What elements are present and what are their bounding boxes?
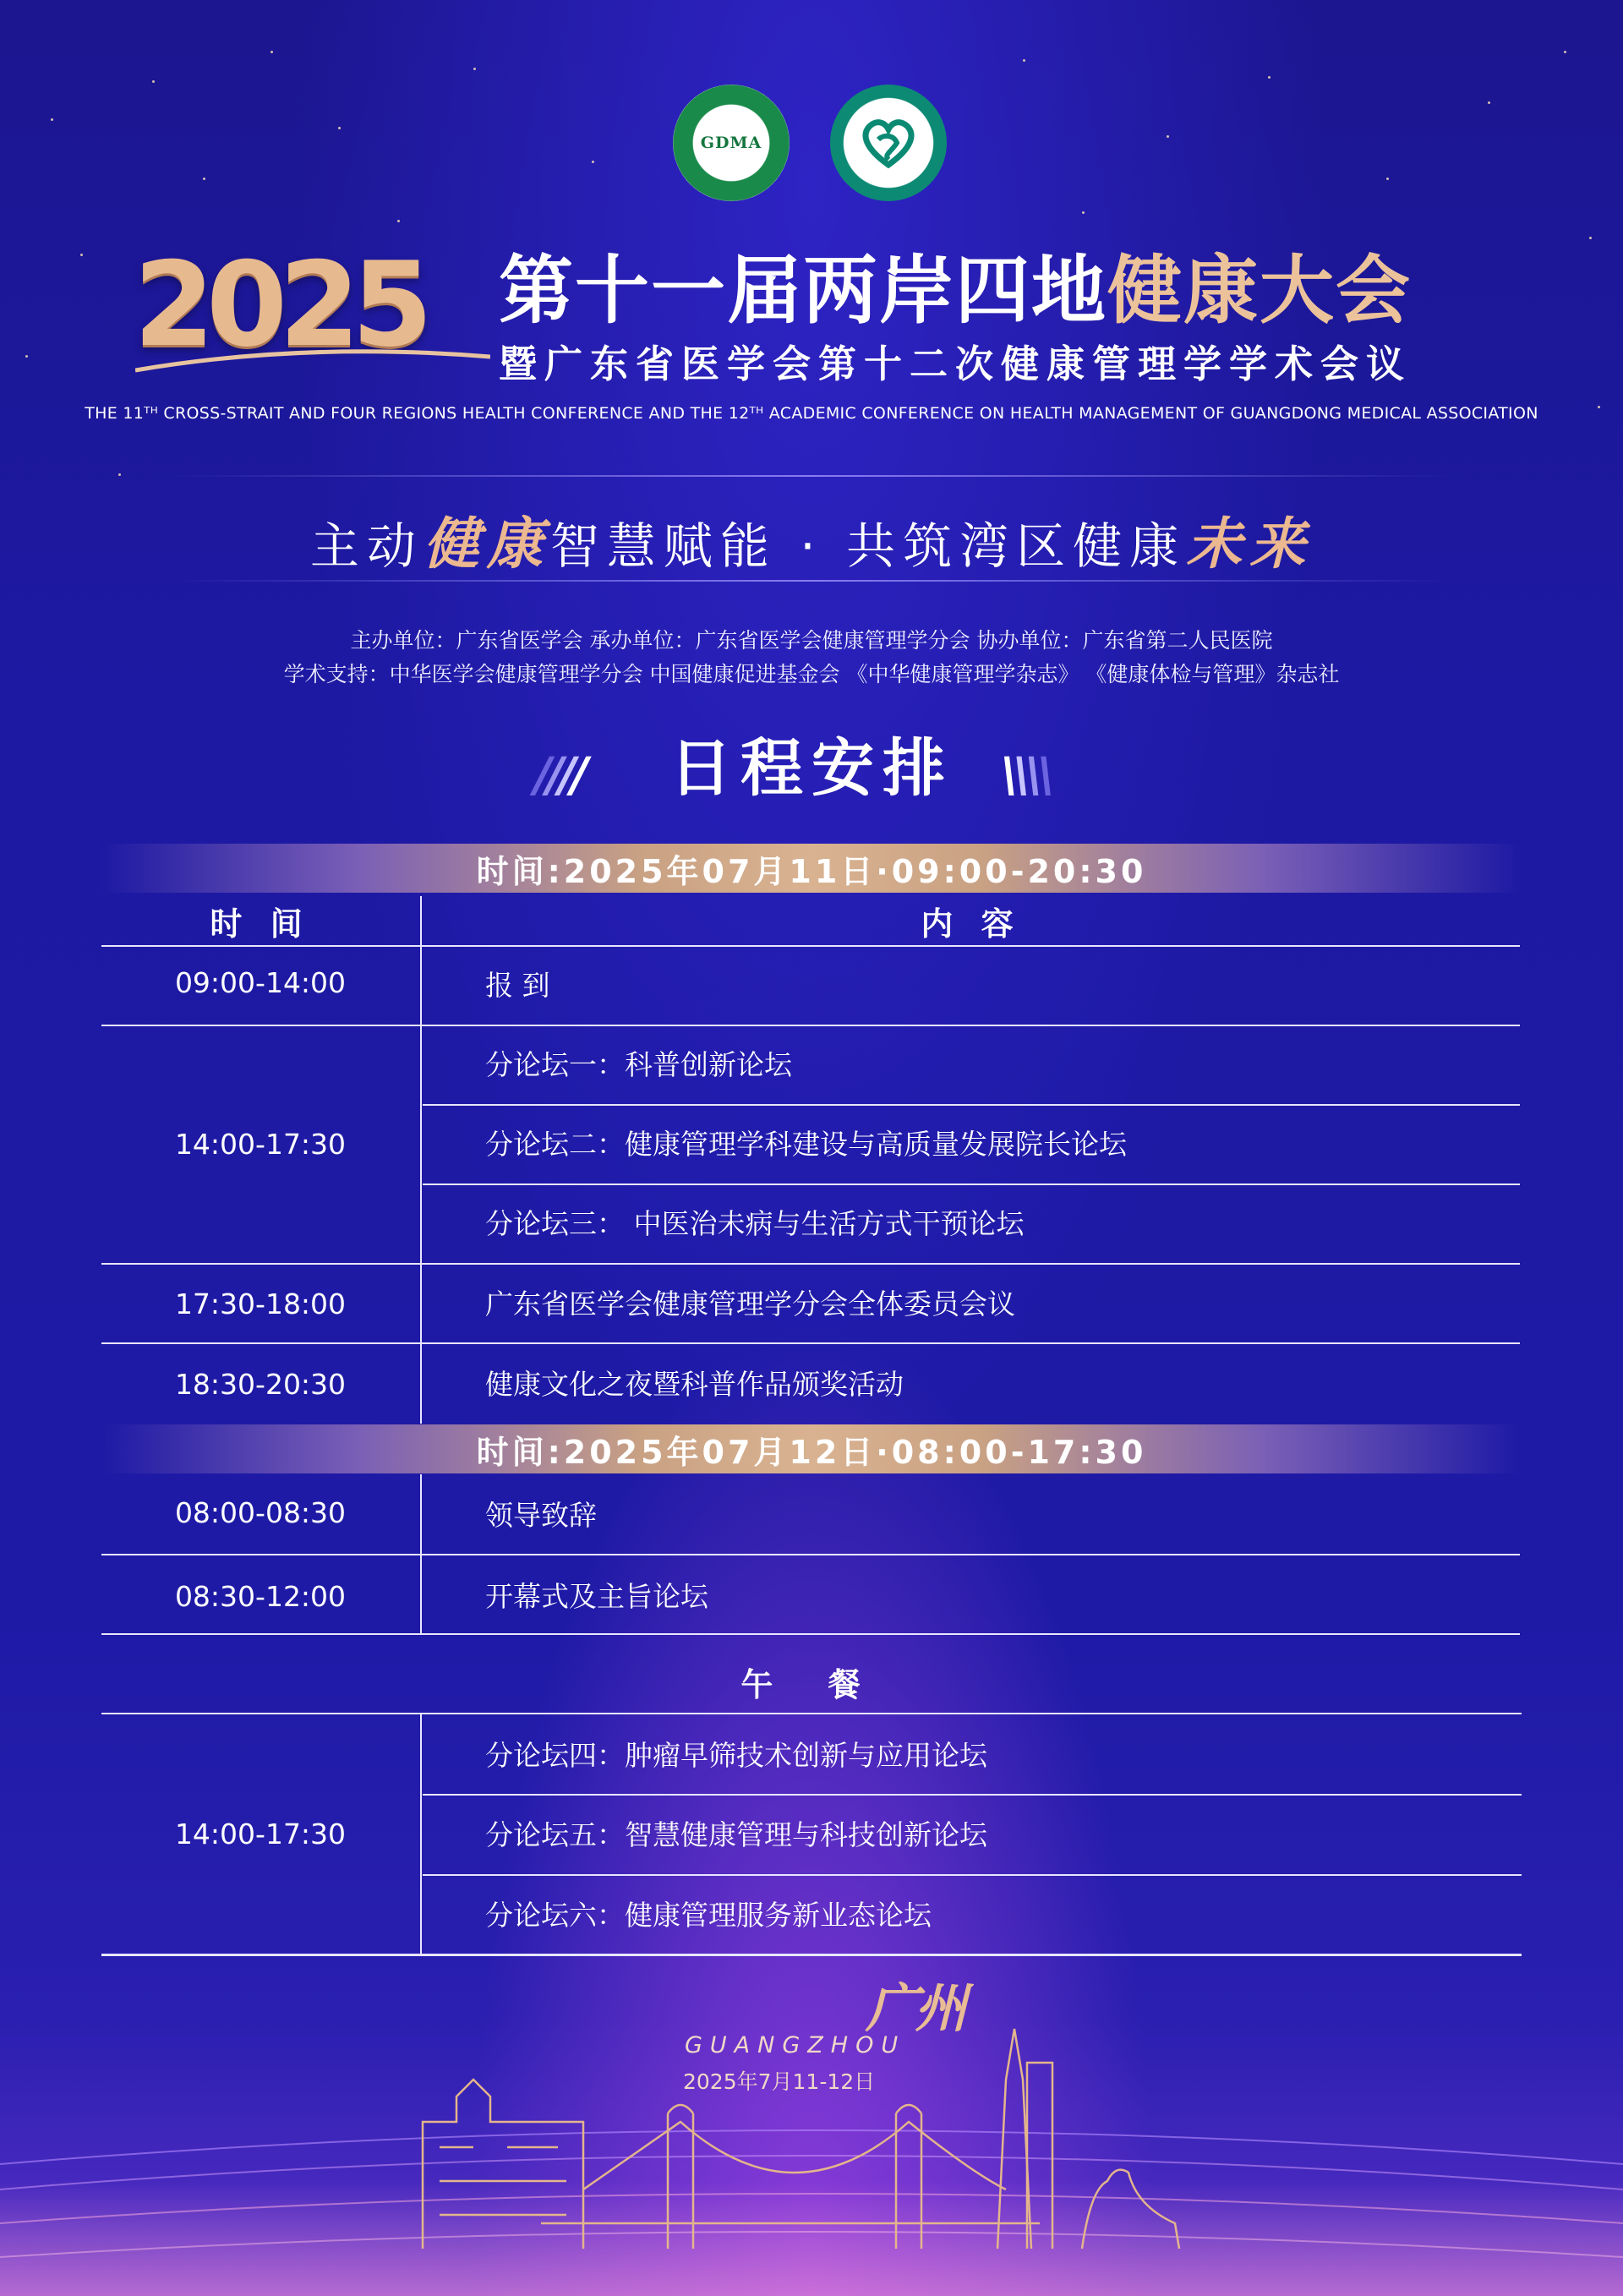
content-cell: 分论坛二：健康管理学科建设与高质量发展院长论坛: [485, 1128, 1127, 1161]
city-name-chinese: 广州: [866, 1977, 965, 2039]
conference-title-gold: 健康大会: [1107, 247, 1413, 334]
time-cell: 14:00-17:30: [174, 1128, 347, 1161]
column-divider-day1: [420, 896, 422, 1424]
row-line: [101, 945, 1520, 947]
content-cell: 分论坛四：肿瘤早筛技术创新与应用论坛: [485, 1739, 987, 1772]
conference-title: [499, 247, 1413, 334]
table-bottom-line: [101, 1954, 1522, 1956]
organizers-line: 主办单位：广东省医学会 承办单位：广东省医学会健康管理学分会 协办单位：广东省第二人民医院: [350, 628, 1273, 653]
hospital-logo: [830, 85, 947, 201]
row-line: [423, 1874, 1522, 1876]
row-line: [423, 1104, 1520, 1106]
row-line: [423, 1184, 1520, 1185]
slogan-part1: 主动: [309, 517, 424, 575]
row-line: [423, 1794, 1522, 1796]
time-cell: 08:00-08:30: [174, 1496, 347, 1529]
content-cell: 广东省医学会健康管理学分会全体委员会议: [485, 1287, 1015, 1320]
divider-top: [169, 475, 1454, 477]
row-line: [101, 1263, 1520, 1265]
conference-title-english: THE 11ᵀᴴ CROSS-STRAIT AND FOUR REGIONS HEALTH CONFERENCE AND THE 12ᵀᴴ ACADEMIC CONFERENCE ON HEALTH MANAGEMENT OF GUANGDONG MEDICAL ASSOCIATION: [85, 404, 1538, 423]
year-swoosh-decoration: [135, 345, 490, 379]
time-cell: 18:30-20:30: [174, 1368, 347, 1401]
row-line: [101, 1025, 1520, 1026]
content-cell: 开幕式及主旨论坛: [485, 1580, 708, 1613]
lunch-row: 午 餐: [740, 1666, 883, 1703]
conference-title-main: 第十一届两岸四地: [499, 247, 1108, 334]
gdma-logo: [673, 85, 790, 201]
content-cell: 分论坛三： 中医治未病与生活方式干预论坛: [485, 1207, 1025, 1240]
column-divider-day2-afternoon: [420, 1714, 422, 1954]
heart-emblem-icon: [855, 109, 922, 177]
time-cell: 08:30-12:00: [174, 1580, 347, 1613]
conference-subtitle: 暨广东省医学会第十二次健康管理学学术会议: [499, 342, 1413, 386]
row-line: [101, 1713, 1522, 1714]
content-cell: 领导致辞: [485, 1499, 597, 1532]
slogan-part2: 智慧赋能 · 共筑湾区健康: [549, 517, 1187, 575]
row-line: [101, 1633, 1520, 1635]
slogan: [0, 499, 1623, 579]
year-heading: 2025: [134, 237, 425, 373]
gdma-logo-text: GDMA: [700, 134, 762, 152]
city-name-english: GUANGZHOU: [685, 2032, 906, 2058]
conference-dates: 2025年7月11-12日: [683, 2069, 876, 2094]
content-cell: 分论坛一：科普创新论坛: [485, 1048, 792, 1081]
time-cell: 17:30-18:00: [174, 1287, 347, 1320]
time-cell: 09:00-14:00: [174, 966, 347, 999]
time-cell: 14:00-17:30: [174, 1818, 347, 1850]
slogan-gold2: 未来: [1186, 511, 1314, 577]
day2-date-bar: 时间:2025年07月12日·08:00-17:30: [101, 1424, 1522, 1473]
guangzhou-skyline-illustration: [0, 1970, 1623, 2296]
academic-support-line: 学术支持：中华医学会健康管理学分会 中国健康促进基金会 《中华健康管理学杂志》 《健康体检与管理》杂志社: [283, 662, 1340, 686]
content-cell: 健康文化之夜暨科普作品颁奖活动: [485, 1368, 904, 1401]
day1-date-bar: 时间:2025年07月11日·09:00-20:30: [101, 844, 1522, 893]
heading-right-slashes: \\\\: [1001, 748, 1050, 803]
row-line: [101, 1342, 1520, 1344]
divider-bottom: [169, 580, 1454, 582]
column-header-time: 时 间: [210, 905, 311, 943]
content-cell: 报 到: [485, 969, 550, 1002]
row-line: [101, 1554, 1520, 1555]
schedule-title: 日程安排: [669, 732, 954, 805]
column-header-content: 内 容: [921, 905, 1022, 943]
heading-left-slashes: ////: [534, 748, 583, 803]
content-cell: 分论坛六：健康管理服务新业态论坛: [485, 1899, 932, 1932]
content-cell: 分论坛五：智慧健康管理与科技创新论坛: [485, 1818, 987, 1851]
slogan-gold1: 健康: [423, 511, 550, 577]
